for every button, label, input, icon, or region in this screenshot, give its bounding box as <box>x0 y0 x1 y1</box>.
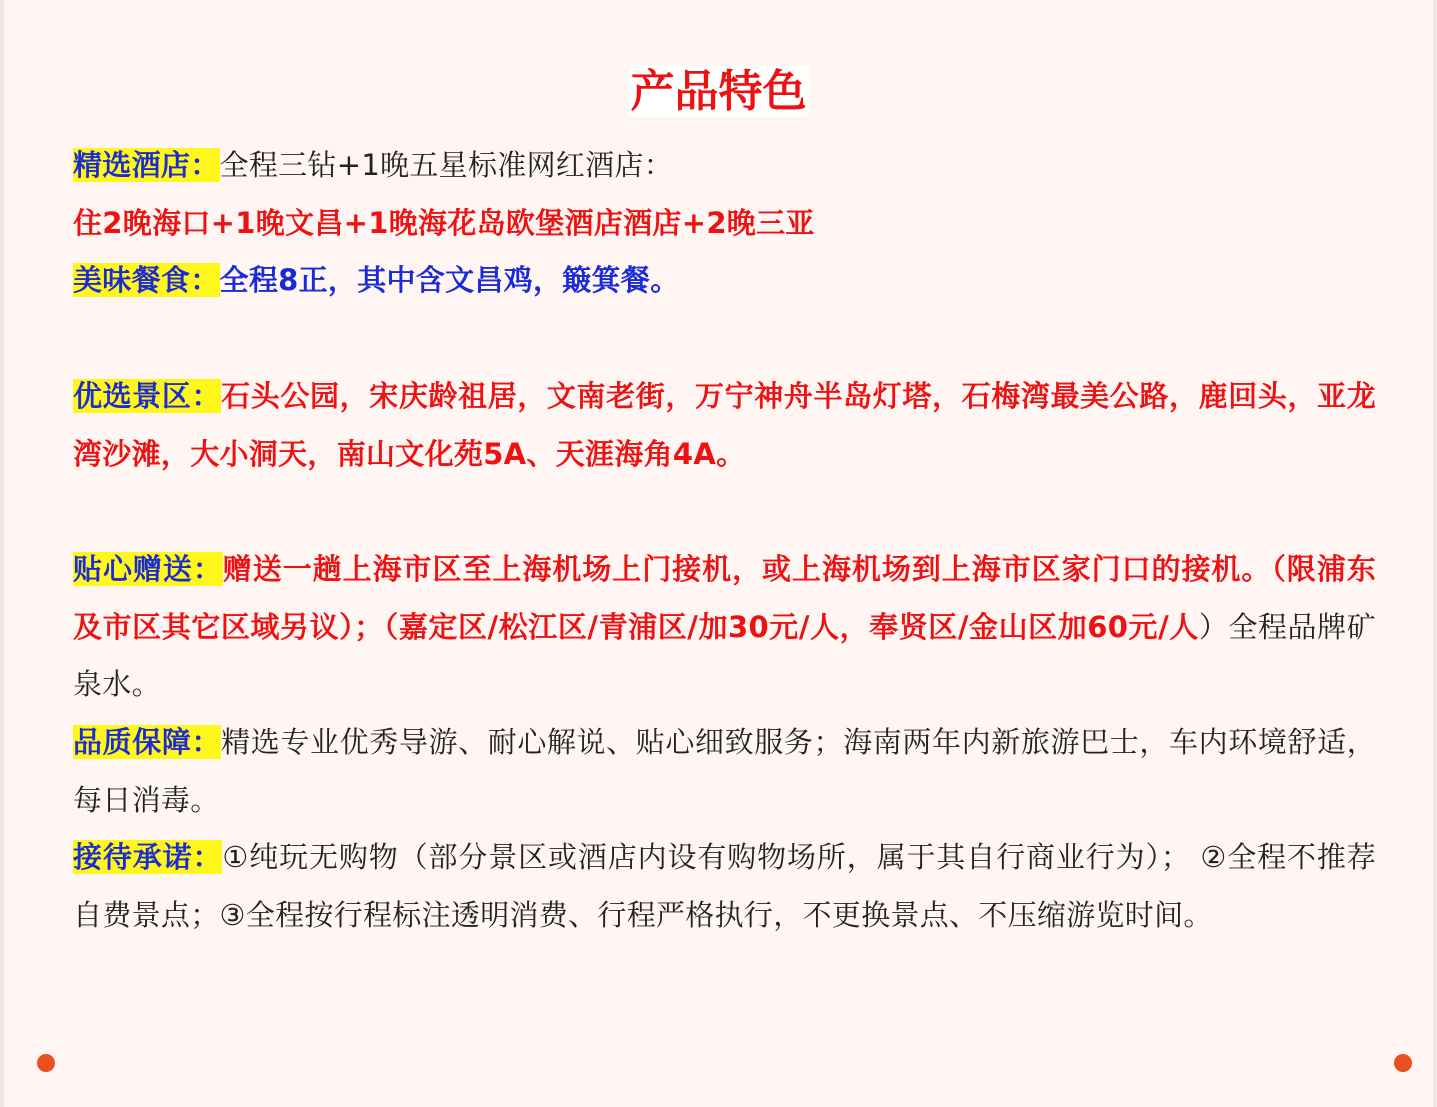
gift-water-text: ）全程品牌矿泉水。 <box>73 609 1376 702</box>
page-title <box>4 62 1433 122</box>
hotel-detail: 住2晚海口+1晚文昌+1晚海花岛欧堡酒店酒店+2晚三亚 <box>73 205 815 240</box>
hotel-section <box>73 137 1376 195</box>
hotel-label: 精选酒店： <box>73 148 220 182</box>
page-title-text: 产品特色 <box>630 66 807 117</box>
quality-label: 品质保障： <box>73 725 222 759</box>
scenic-label: 优选景区： <box>73 378 222 413</box>
food-label: 美味餐食： <box>73 263 220 298</box>
decorative-dot-left <box>37 1054 55 1072</box>
spacer <box>73 483 1376 541</box>
hotel-text: 全程三钻+1晚五星标准网红酒店： <box>219 148 674 182</box>
scenic-text: 石头公园，宋庆龄祖居，文南老街，万宁神舟半岛灯塔，石梅湾最美公路，鹿回头，亚龙湾沙滩，大小洞天，南山文化苑5A、天涯海角4A。 <box>73 378 1376 471</box>
promise-text: ①纯玩无购物（部分景区或酒店内设有购物场所，属于其自行商业行为）； ②全程不推荐自费景点；③全程按行程标注透明消费、行程严格执行，不更换景点、不压缩游览时间。 <box>73 840 1376 933</box>
hotel-detail-line <box>73 195 1376 253</box>
quality-text: 精选专业优秀导游、耐心解说、贴心细致服务；海南两年内新旅游巴士，车内环境舒适，每日消毒。 <box>73 725 1376 817</box>
spacer <box>73 310 1376 368</box>
food-text: 全程8正，其中含文昌鸡，簸箕餐。 <box>219 263 680 298</box>
gift-section <box>73 541 1376 714</box>
food-section <box>73 252 1376 310</box>
decorative-dot-right <box>1394 1054 1412 1072</box>
gift-text: 赠送一趟上海市区至上海机场上门接机，或上海机场到上海市区家门口的接机。（限浦东及市区其它区域另议）；（嘉定区/松江区/青浦区/加30元/人，奉贤区/金山区加60元/人 <box>73 551 1376 644</box>
promise-section <box>73 829 1376 944</box>
scenic-section <box>73 368 1376 483</box>
gift-label: 贴心赠送： <box>73 551 223 586</box>
promise-label: 接待承诺： <box>73 840 223 875</box>
features-content <box>73 137 1376 945</box>
quality-section <box>73 714 1376 829</box>
